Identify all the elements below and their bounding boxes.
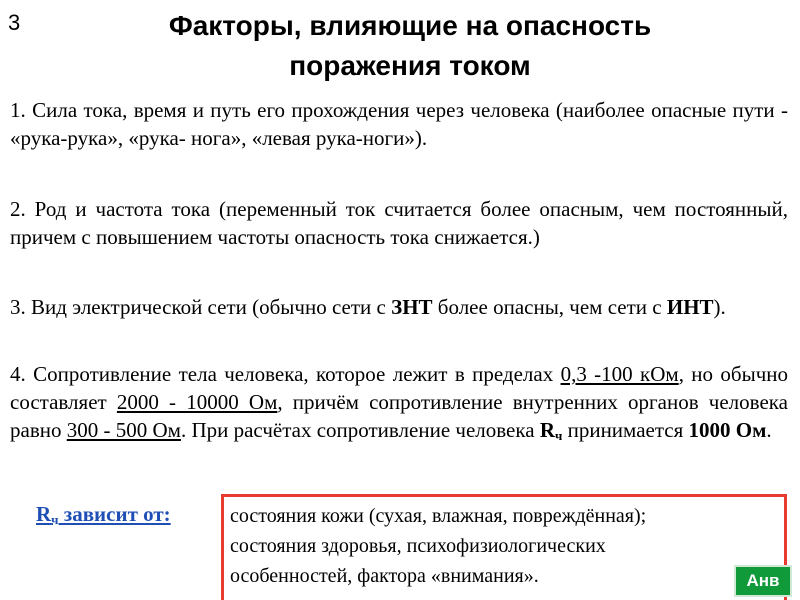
factors-box: [221, 494, 787, 600]
depends-label: [36, 502, 171, 527]
p4-text-f: .: [766, 418, 772, 442]
p3-text-b: более опасны, чем сети с: [432, 295, 667, 319]
paragraph-2: 2. Род и частота тока (переменный ток считается более опасным, чем постоянный, причем с повышением частоты опасность тока снижается.): [10, 197, 788, 249]
p3-text-a: 3. Вид электрической сети (обычно сети с: [10, 295, 392, 319]
p4-value: 1000 Ом: [688, 418, 767, 442]
p4-range-1: 0,3 -100 кОм: [560, 362, 679, 386]
p4-text-c: , причём сопротивление внутренних органов человека равно: [10, 390, 788, 442]
slide-number: 3: [8, 10, 21, 35]
title-line-1: Факторы, влияющие на опасность: [168, 10, 652, 41]
p4-r: R: [539, 418, 555, 442]
p4-range-3: 300 - 500 Ом: [66, 418, 181, 442]
depends-label-text: зависит от:: [58, 502, 171, 526]
p3-znt: ЗНТ: [391, 295, 433, 319]
anv-nav-button[interactable]: Анв: [734, 565, 792, 597]
p4-text-a: 4. Сопротивление тела человека, которое лежит в пределах: [10, 362, 561, 386]
factors-list: [230, 501, 778, 591]
slide-title: [60, 6, 760, 86]
paragraph-4: [10, 360, 788, 444]
p4-text-d: . При расчётах сопротивление человека: [180, 418, 540, 442]
p4-range-2: 2000 - 10000 Ом: [116, 390, 278, 414]
depends-r-subscript: ч: [51, 512, 59, 527]
factor-item-attention: особенностей, фактора «внимания».: [230, 565, 539, 587]
title-line-2: поражения током: [289, 50, 531, 81]
p3-int: ИНТ: [666, 295, 714, 319]
p4-r-subscript: ч: [555, 428, 563, 443]
p3-text-c: ).: [713, 295, 726, 319]
p4-text-b: , но обычно составляет: [10, 362, 788, 414]
paragraph-3: [10, 293, 788, 321]
p4-text-e: принимается: [562, 418, 689, 442]
factor-item-skin: состояния кожи (сухая, влажная, повреждённая);: [230, 505, 647, 527]
paragraph-1: 1. Сила тока, время и путь его прохождения через человека (наиболее опасные пути - «рука-рука», «рука- нога», «левая рука-ноги»).: [10, 98, 788, 150]
p4-r-symbol: [540, 418, 563, 442]
factor-item-health: состояния здоровья, психофизиологических: [230, 535, 606, 557]
depends-r: R: [36, 502, 52, 526]
